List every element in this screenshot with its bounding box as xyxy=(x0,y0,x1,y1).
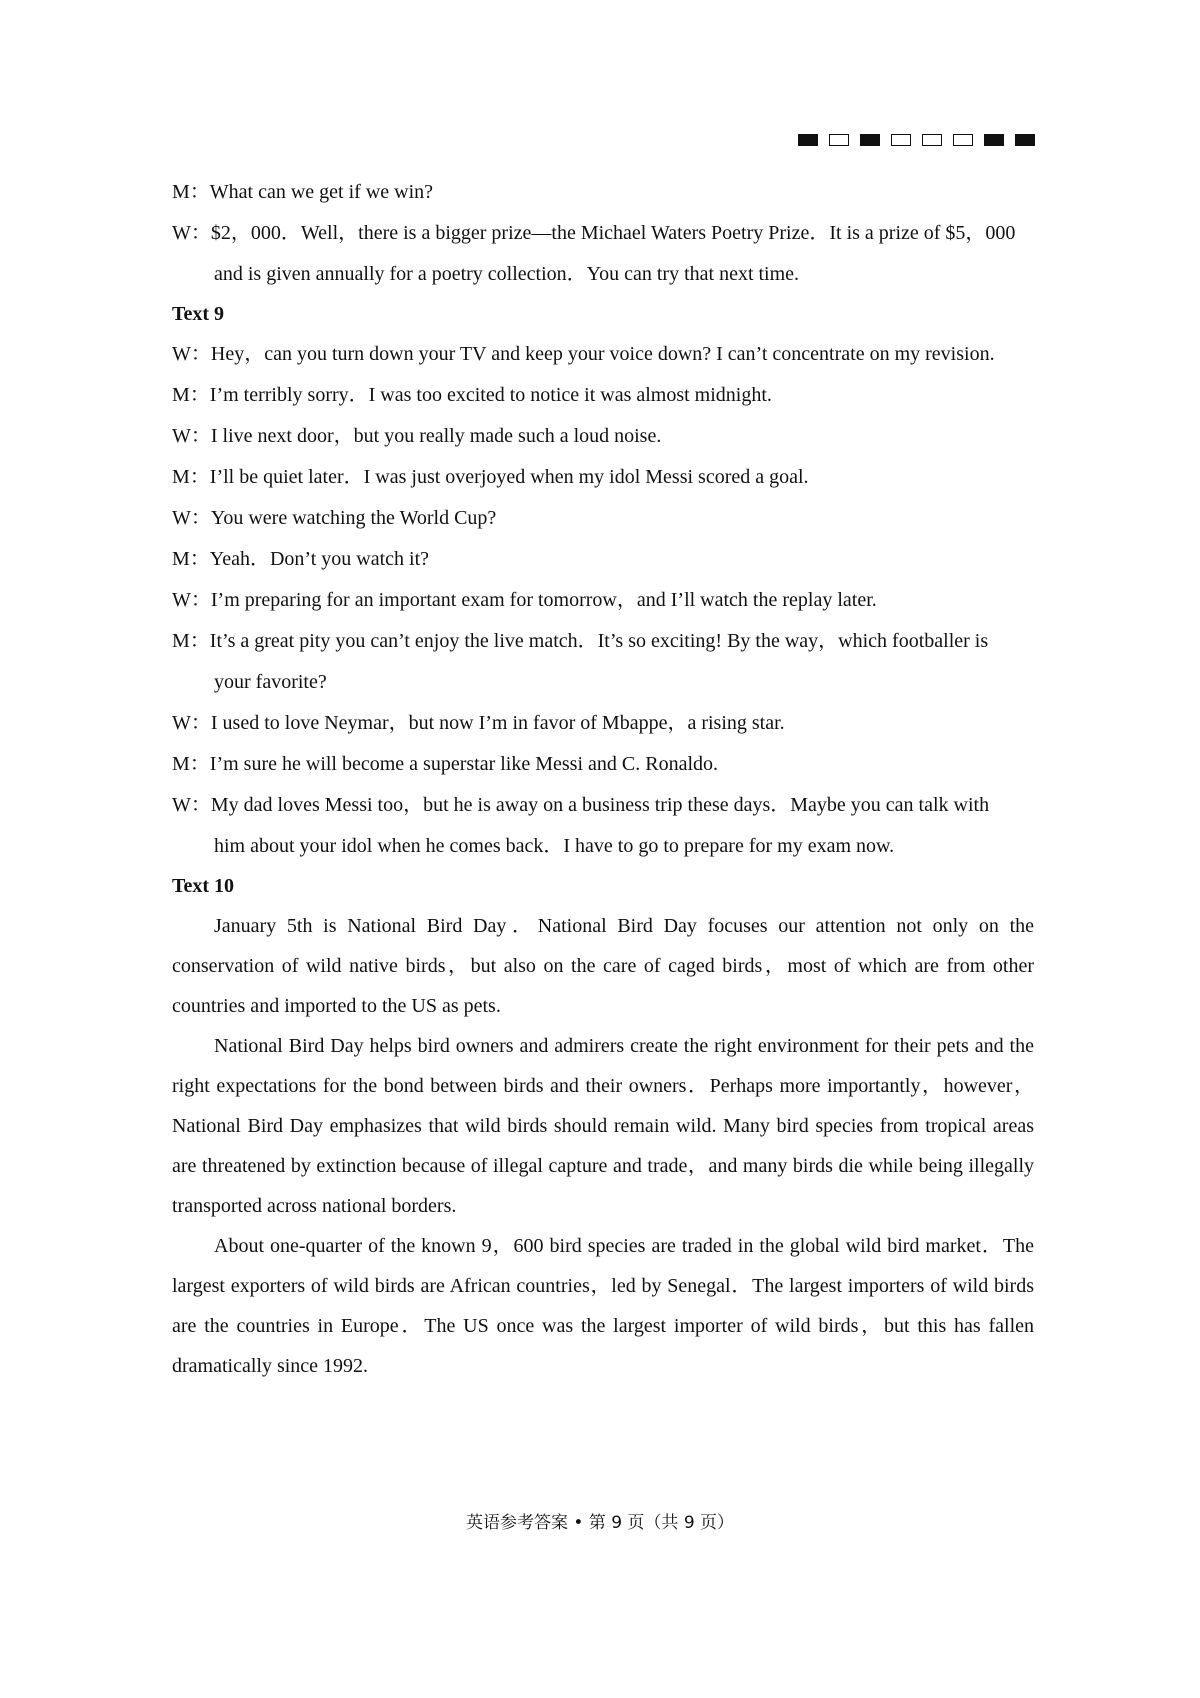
dialogue-text: I’ll be quiet later．I was just overjoyed when my idol Messi scored a goal. xyxy=(209,466,809,488)
dialogue-text: I’m terribly sorry．I was too excited to notice it was almost midnight. xyxy=(209,384,772,406)
dialogue-line xyxy=(172,703,1034,744)
text10-passage xyxy=(172,906,1034,1386)
speaker-label: W： xyxy=(172,343,211,365)
header-mark xyxy=(891,134,911,146)
speaker-label: W： xyxy=(172,222,211,244)
dialogue-text: I live next door，but you really made such a loud noise. xyxy=(210,425,662,447)
passage-paragraph: January 5th is National Bird Day．National Bird Day focuses our attention not only on the conservation of wild native birds，but also on the care of caged birds，most of which are from other countries and imported to the US as pets. xyxy=(172,915,1034,1017)
header-mark xyxy=(953,134,973,146)
dialogue-line xyxy=(172,213,1034,254)
speaker-label: W： xyxy=(172,794,211,816)
header-mark xyxy=(860,134,880,146)
speaker-label: M： xyxy=(172,466,210,488)
dialogue-text: Hey，can you turn down your TV and keep your voice down? I can’t concentrate on my revision. xyxy=(210,343,995,365)
dialogue-text: You were watching the World Cup? xyxy=(210,507,497,529)
dialogue-line xyxy=(172,744,1034,785)
page-footer: 英语参考答案 • 第 9 页（共 9 页） xyxy=(465,1513,735,1533)
dialogue-line xyxy=(172,172,1034,213)
dialogue-line xyxy=(172,375,1034,416)
text8-dialogue xyxy=(172,172,1034,295)
header-mark xyxy=(922,134,942,146)
dialogue-text: My dad loves Messi too，but he is away on a business trip these days．Maybe you can talk with xyxy=(210,794,990,816)
dialogue-line xyxy=(172,539,1034,580)
passage-paragraph: About one-quarter of the known 9，600 bird species are traded in the global wild bird market．The largest exporters of wild birds are African countries，led by Senegal．The largest importers of wild birds are the countries in Europe．The US once was the largest importer of wild birds，but this has fallen dramatically since 1992. xyxy=(172,1235,1034,1377)
dialogue-text: him about your idol when he comes back．I have to go to prepare for my exam now. xyxy=(214,835,895,857)
header-mark xyxy=(798,134,818,146)
dialogue-text: I used to love Neymar，but now I’m in favor of Mbappe，a rising star. xyxy=(210,712,785,734)
speaker-label: M： xyxy=(172,630,210,652)
speaker-label: M： xyxy=(172,384,210,406)
speaker-label: W： xyxy=(172,589,211,611)
dialogue-text: Yeah．Don’t you watch it? xyxy=(209,548,430,570)
dialogue-line xyxy=(172,662,1034,703)
text10-heading: Text 10 xyxy=(172,875,235,897)
dialogue-line xyxy=(172,334,1034,375)
dialogue-line xyxy=(172,254,1034,295)
dialogue-line xyxy=(172,826,1034,867)
speaker-label: M： xyxy=(172,753,210,775)
text9-heading: Text 9 xyxy=(172,303,225,325)
speaker-label: W： xyxy=(172,712,211,734)
dialogue-line xyxy=(172,416,1034,457)
speaker-label: W： xyxy=(172,425,211,447)
dialogue-text: and is given annually for a poetry collection．You can try that next time. xyxy=(214,263,800,285)
dialogue-text: What can we get if we win? xyxy=(209,181,434,203)
dialogue-line xyxy=(172,498,1034,539)
speaker-label: M： xyxy=(172,548,210,570)
text9-dialogue xyxy=(172,334,1034,867)
header-marks xyxy=(798,134,1035,146)
dialogue-line xyxy=(172,580,1034,621)
dialogue-line xyxy=(172,621,1034,662)
dialogue-text: I’m sure he will become a superstar like Messi and C. Ronaldo. xyxy=(209,753,719,775)
passage-paragraph: National Bird Day helps bird owners and admirers create the right environment for their pets and the right expectations for the bond between birds and their owners．Perhaps more importantly，however，National Bird Day emphasizes that wild birds should remain wild. Many bird species from tropical areas are threatened by extinction because of illegal capture and trade，and many birds die while being illegally transported across national borders. xyxy=(172,1035,1034,1217)
dialogue-line xyxy=(172,785,1034,826)
dialogue-text: It’s a great pity you can’t enjoy the live match．It’s so exciting! By the way，which footballer is xyxy=(209,630,989,652)
dialogue-text: your favorite? xyxy=(214,671,327,693)
page-content xyxy=(172,172,1034,1386)
speaker-label: M： xyxy=(172,181,210,203)
dialogue-line xyxy=(172,457,1034,498)
dialogue-text: $2，000．Well，there is a bigger prize—the Michael Waters Poetry Prize．It is a prize of $5，000 xyxy=(210,222,1016,244)
dialogue-text: I’m preparing for an important exam for tomorrow，and I’ll watch the replay later. xyxy=(210,589,877,611)
header-mark xyxy=(829,134,849,146)
speaker-label: W： xyxy=(172,507,211,529)
header-mark xyxy=(984,134,1004,146)
header-mark xyxy=(1015,134,1035,146)
